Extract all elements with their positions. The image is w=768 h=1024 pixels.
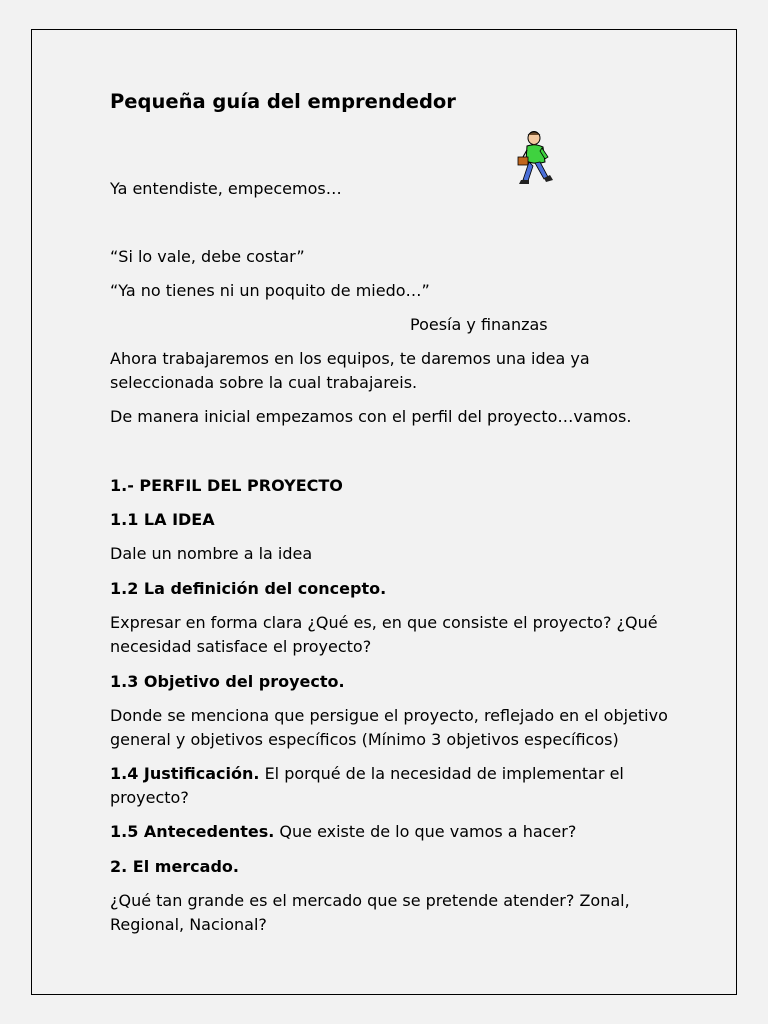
section-2-heading: 2. El mercado. [110, 857, 239, 876]
section-1-5 [110, 820, 670, 844]
section-1-2-body: Expresar en forma clara ¿Qué es, en que consiste el proyecto? ¿Qué necesidad satisface el proyecto? [110, 613, 658, 656]
section-1-2-heading: 1.2 La definición del concepto. [110, 579, 387, 598]
section-1-4-body: El porqué de la necesidad de implementar el proyecto? [110, 764, 624, 807]
section-1-5-body: Que existe de lo que vamos a hacer? [274, 822, 577, 841]
walking-man-clipart [514, 130, 556, 192]
section-1-4-heading: 1.4 Justificación. [110, 764, 260, 783]
quote-source: Poesía y finanzas [410, 315, 548, 334]
section-1-1-body: Dale un nombre a la idea [110, 544, 313, 563]
section-1-5-heading: 1.5 Antecedentes. [110, 822, 275, 841]
section-1-3-heading: 1.3 Objetivo del proyecto. [110, 672, 345, 691]
paragraph-teams: Ahora trabajaremos en los equipos, te daremos una idea ya seleccionada sobre la cual trabajareis. [110, 349, 590, 392]
section-1-1-heading: 1.1 LA IDEA [110, 510, 215, 529]
quote-1: “Si lo vale, debe costar” [110, 247, 305, 266]
section-1-3-body: Donde se menciona que persigue el proyecto, reflejado en el objetivo general y objetivos específicos (Mínimo 3 objetivos específicos) [110, 706, 668, 749]
quote-2: “Ya no tienes ni un poquito de miedo…” [110, 281, 430, 300]
paragraph-start: De manera inicial empezamos con el perfil del proyecto…vamos. [110, 407, 632, 426]
document-title: Pequeña guía del emprendedor [110, 90, 456, 113]
section-2-body: ¿Qué tan grande es el mercado que se pretende atender? Zonal, Regional, Nacional? [110, 891, 630, 934]
intro-text: Ya entendiste, empecemos… [110, 179, 342, 198]
section-1-heading: 1.- PERFIL DEL PROYECTO [110, 476, 343, 495]
section-1-4 [110, 762, 670, 810]
